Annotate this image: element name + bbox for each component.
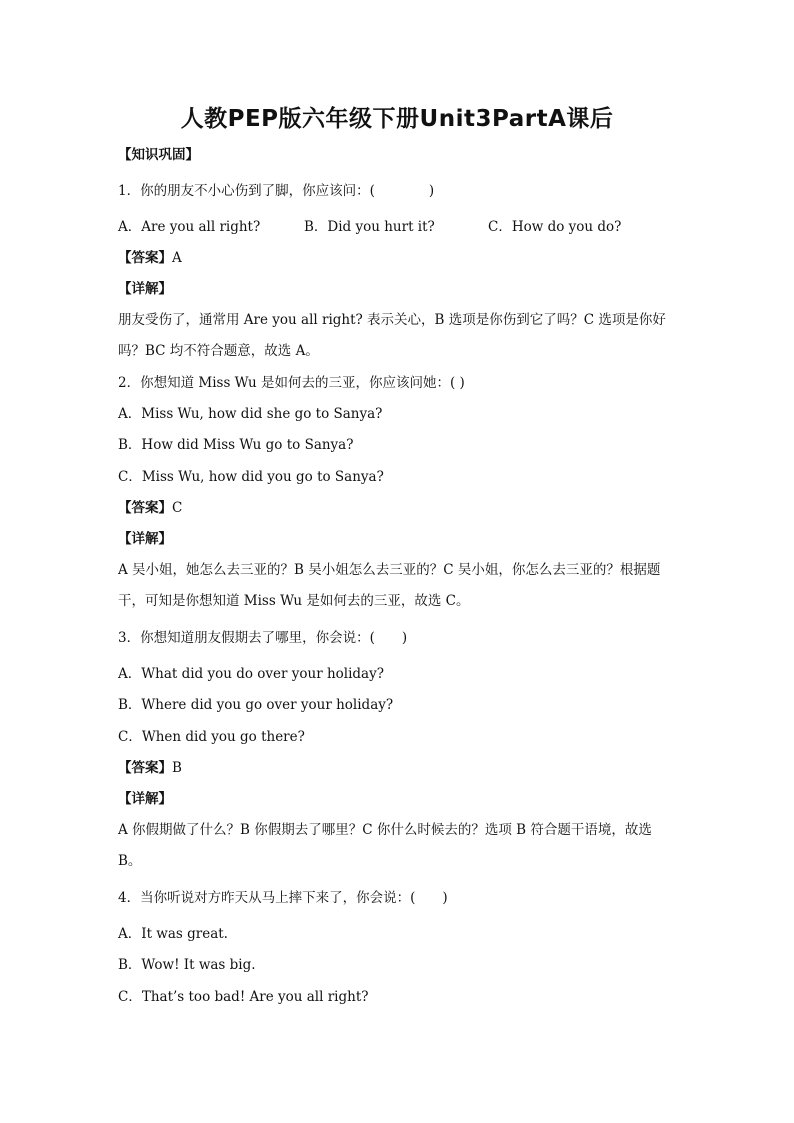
question-2-stem: 2．你想知道 Miss Wu 是如何去的三亚，你应该问她：( ) [118,375,465,391]
section-header: 【知识巩固】 [118,147,199,163]
question-3-explanation: A 你假期做了什么？B 你假期去了哪里？C 你什么时候去的？选项 B 符合题干语境，故选 B。 [118,822,652,869]
question-2-answer [118,499,182,517]
answer-label: 【答案】 [118,500,172,516]
document-title: 人教PEP版六年级下册Unit3PartA课后 [180,106,614,132]
answer-label: 【答案】 [118,760,172,776]
question-1-option-a: A．Are you all right? [118,219,261,235]
question-4-stem: 4．当你听说对方昨天从马上摔下来了，你会说：( ) [118,890,448,906]
question-2-explain-label: 【详解】 [118,531,172,547]
question-3-option-c: C．When did you go there? [118,729,305,745]
question-2-option-a: A．Miss Wu, how did she go to Sanya? [118,406,383,422]
question-4-option-c: C．That’s too bad! Are you all right? [118,989,369,1005]
question-3-answer [118,759,182,777]
question-3-stem: 3．你想知道朋友假期去了哪里，你会说：( ) [118,630,408,646]
answer-value: C [172,500,183,516]
question-3-option-a: A．What did you do over your holiday? [118,666,384,682]
question-1-option-c: C．How do you do? [488,219,622,235]
answer-value: A [172,250,182,266]
question-3-option-b: B．Where did you go over your holiday? [118,697,394,713]
question-2-option-c: C．Miss Wu, how did you go to Sanya? [118,469,384,485]
answer-label: 【答案】 [118,250,172,266]
question-2-option-b: B．How did Miss Wu go to Sanya? [118,437,354,453]
question-1-explain-label: 【详解】 [118,281,172,297]
question-1-stem: 1．你的朋友不小心伤到了脚，你应该问：( ) [118,183,435,199]
question-4-option-a: A．It was great. [118,926,228,942]
question-3-explain-label: 【详解】 [118,791,172,807]
answer-value: B [172,760,182,776]
question-2-explanation: A 吴小姐，她怎么去三亚的？B 吴小姐怎么去三亚的？C 吴小姐，你怎么去三亚的？根据题干，可知是你想知道 Miss Wu 是如何去的三亚，故选 C。 [118,562,661,609]
question-1-explanation: 朋友受伤了，通常用 Are you all right? 表示关心，B 选项是你伤到它了吗？C 选项是你好吗？BC 均不符合题意，故选 A。 [118,312,666,359]
question-1-option-b: B．Did you hurt it? [304,219,435,235]
question-4-option-b: B．Wow! It was big. [118,957,256,973]
question-1-answer [118,249,182,267]
